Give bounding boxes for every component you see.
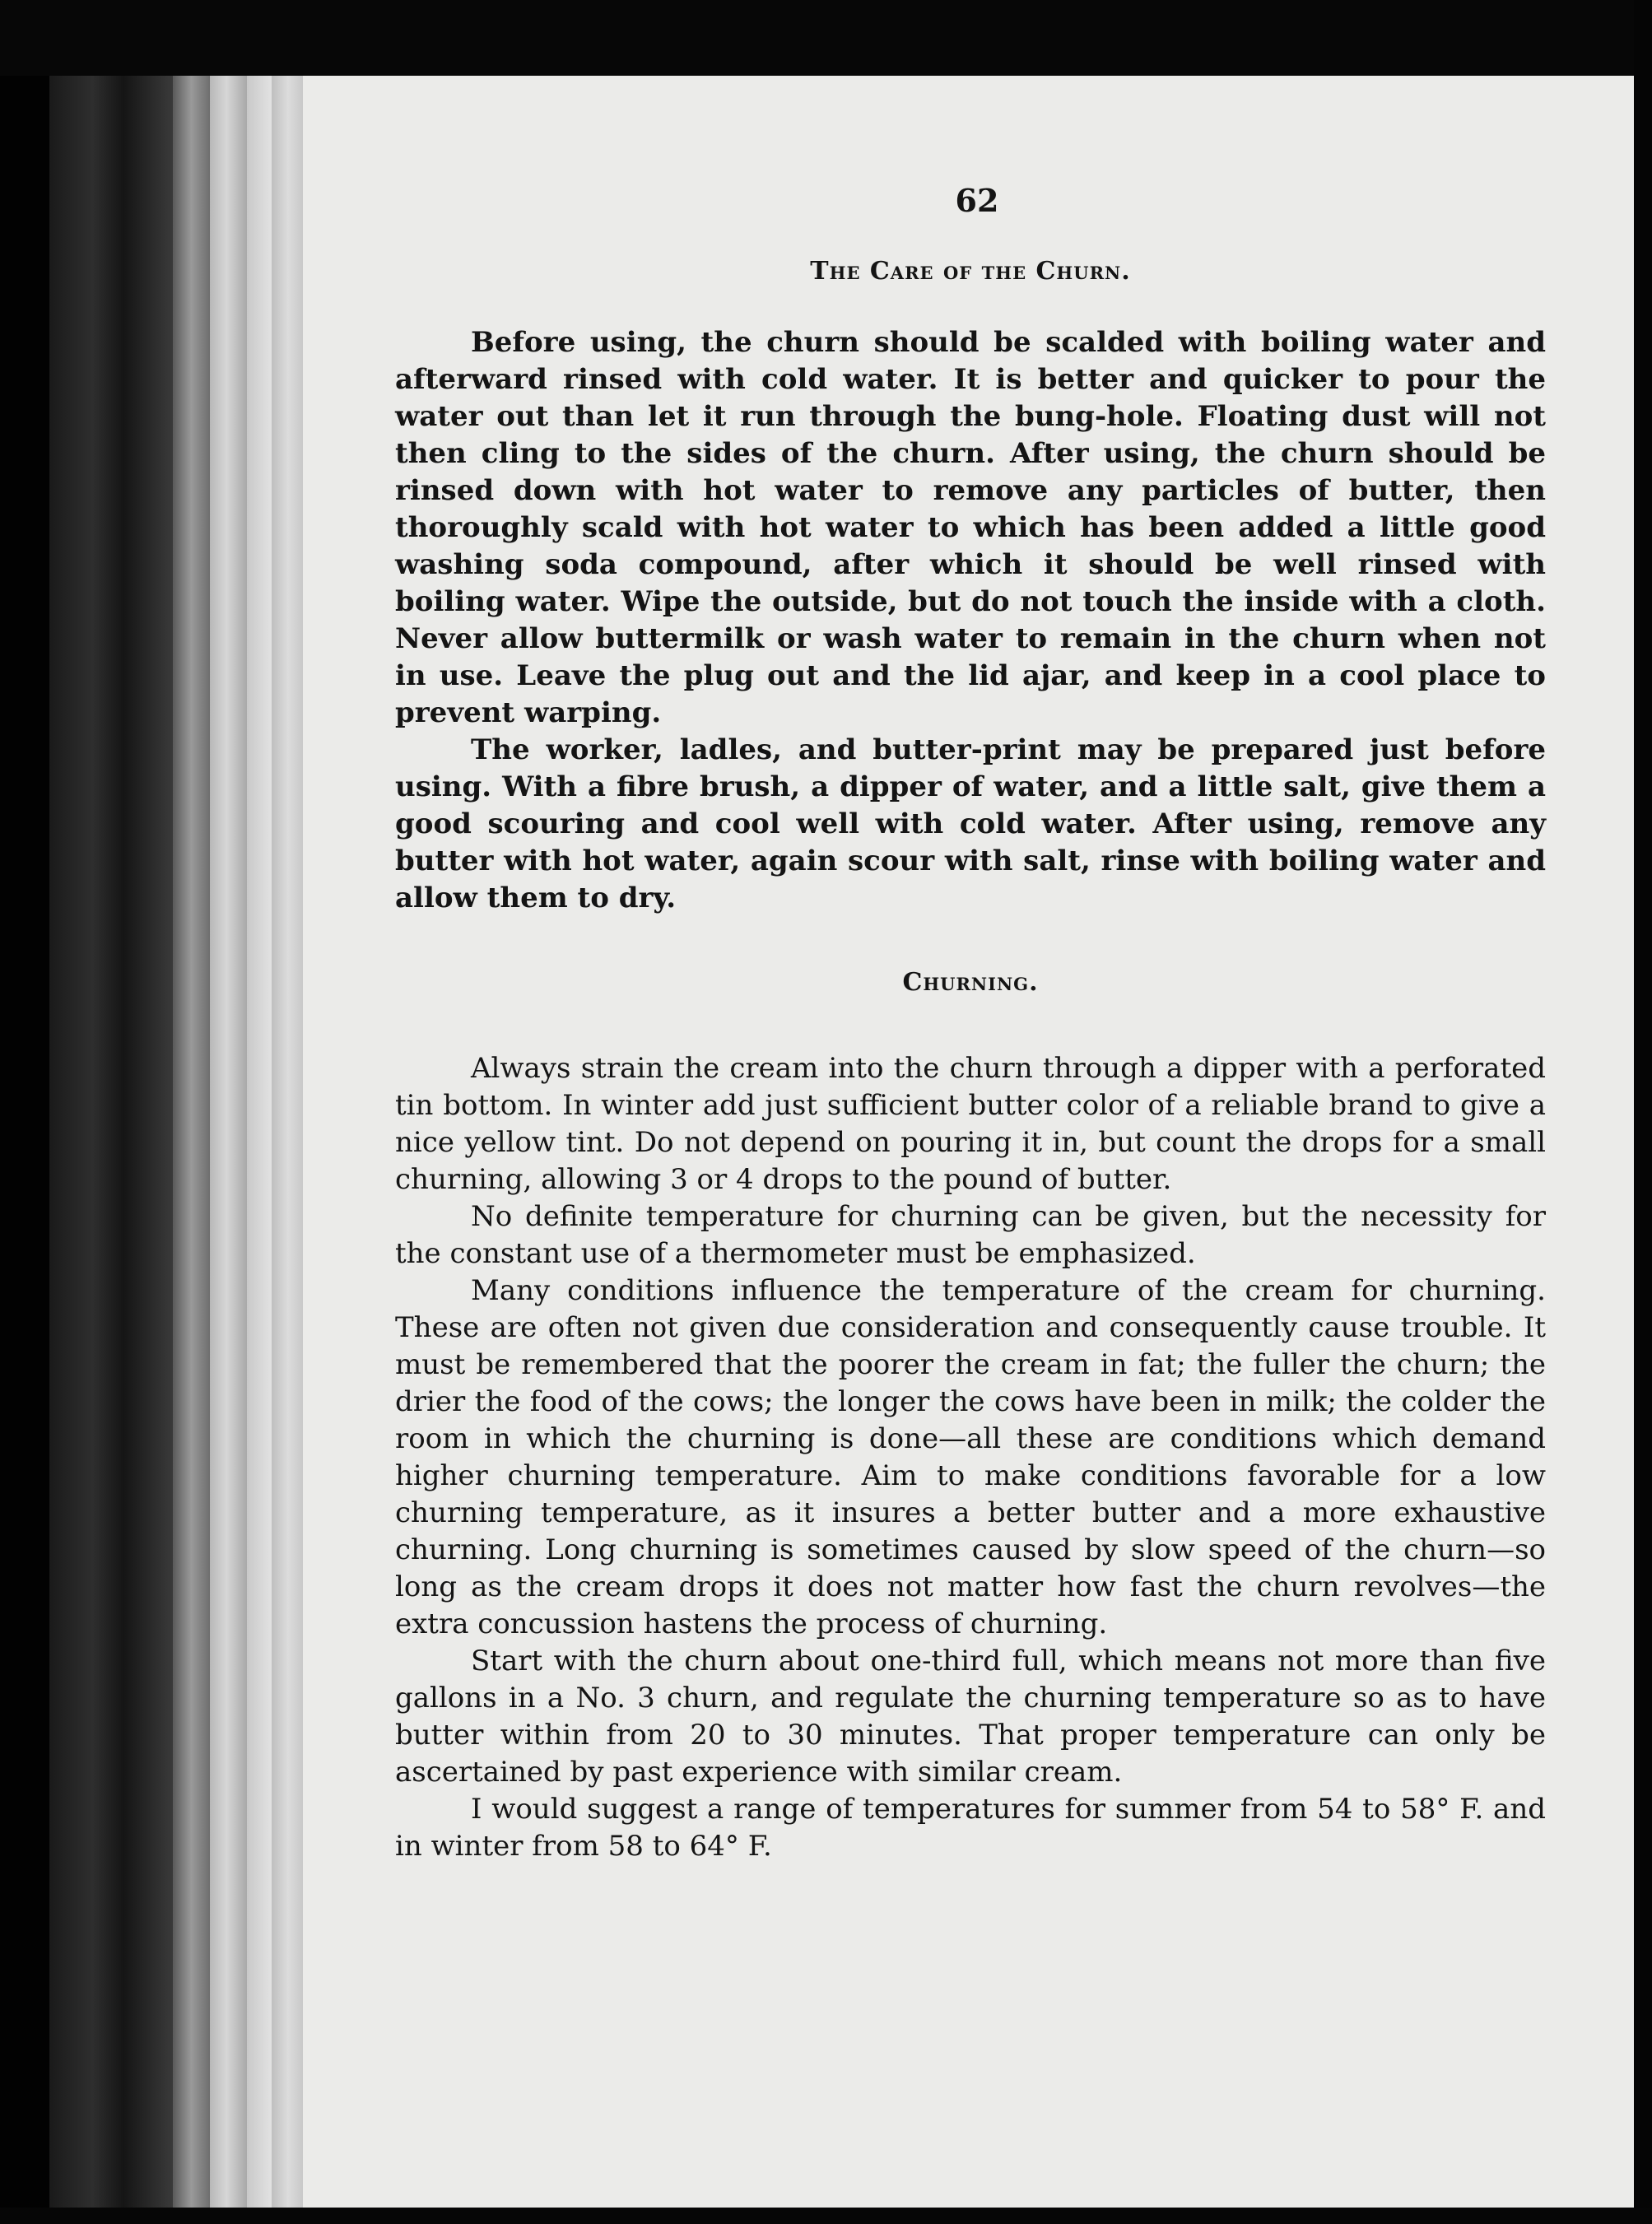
paragraph: Always strain the cream into the churn through a dipper with a perforated tin bottom. In winter add just sufficient butter color of a reliable brand to give a nice yellow tint. Do not depend on pouring it in, but count the drops for a small churning, allowing 3 or 4 drops to the pound of butter. — [395, 1052, 1546, 1196]
scan-bottom-border — [0, 2208, 1652, 2224]
section-heading-churning: Churning. — [902, 968, 1039, 997]
page-edges-dark — [49, 0, 173, 2224]
scan-right-border — [1634, 0, 1652, 2224]
scan-top-border — [0, 0, 1652, 76]
paragraph: The worker, ladles, and butter-print may be prepared just before using. With a fibre brush, a dipper of water, and a little salt, give them a good scouring and cool well with cold water. After using, remove any butter with hot water, again scour with salt, rinse with boiling water and allow them to dry. — [395, 733, 1546, 914]
section-heading-care-of-churn: The Care of the Churn. — [810, 257, 1131, 286]
page-number: 62 — [955, 182, 999, 219]
page-edges-light — [247, 0, 272, 2224]
paragraph: Many conditions influence the temperature of the cream for churning. These are often not given due consideration and consequently cause trouble. It must be remembered that the poorer the cream in fat; the fuller the churn; the drier the food of the cows; the longer the cows have been in milk; the colder the room in which the churning is done—all these are conditions which demand higher churning temperature. Aim to make conditions favorable for a low churning temperature, as it insures a better butter and a more exhaustive churning. Long churning is sometimes caused by slow speed of the churn—so long as the cream drops it does not matter how fast the churn revolves—the extra concussion hastens the process of churning. — [395, 1274, 1546, 1640]
page-edges-mid — [173, 0, 210, 2224]
paragraph: I would suggest a range of temperatures for summer from 54 to 58° F. and in winter from 58 to 64° F. — [395, 1793, 1546, 1863]
paragraph: Before using, the churn should be scalded with boiling water and afterward rinsed with cold water. It is better and quicker to pour the water out than let it run through the bung-hole. Floating dust will not then cling to the sides of the churn. After using, the churn should be rinsed down with hot water to remove any particles of butter, then thoroughly scald with hot water to which has been added a little good washing soda compound, after which it should be well rinsed with boiling water. Wipe the outside, but do not touch the inside with a cloth. Never allow buttermilk or wash water to remain in the churn when not in use. Leave the plug out and the lid ajar, and keep in a cool place to prevent warping. — [395, 326, 1546, 729]
page-text-block — [395, 183, 1546, 1865]
book-page — [303, 76, 1634, 2208]
paragraph: No definite temperature for churning can be given, but the necessity for the constant use of a thermometer must be emphasized. — [395, 1200, 1546, 1270]
page-edges-light — [210, 0, 247, 2224]
page-edges-light — [272, 0, 305, 2224]
binding-shadow — [0, 0, 49, 2224]
paragraph: Start with the churn about one-third full, which means not more than five gallons in a No. 3 churn, and regulate the churning temperature so as to have butter within from 20 to 30 minutes. That proper temperature can only be ascertained by past experience with similar cream. — [395, 1645, 1546, 1789]
